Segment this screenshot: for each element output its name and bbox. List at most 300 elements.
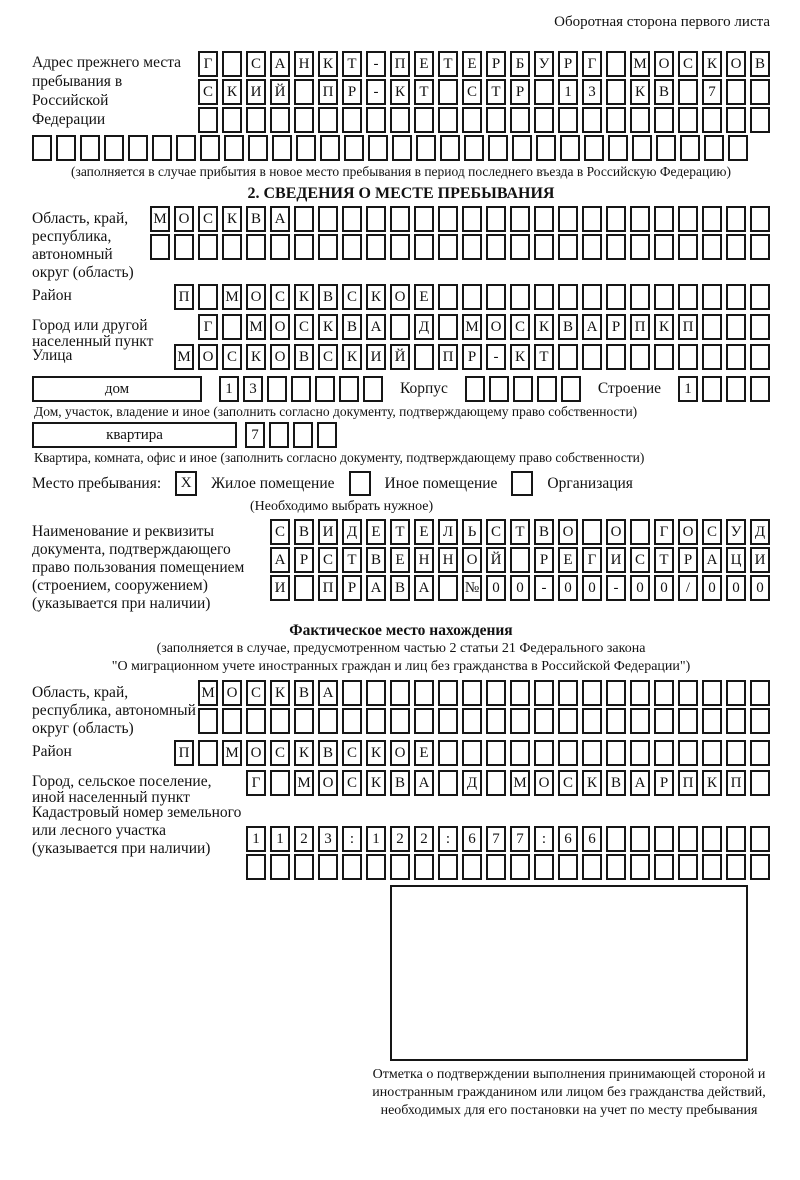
form-cell[interactable] — [390, 107, 410, 133]
form-cell[interactable]: Р — [510, 79, 530, 105]
form-cell[interactable] — [750, 854, 770, 880]
form-cell[interactable] — [558, 284, 578, 310]
form-cell[interactable]: Д — [462, 770, 482, 796]
form-cell[interactable] — [342, 234, 362, 260]
form-cell[interactable] — [414, 854, 434, 880]
form-cell[interactable]: А — [414, 770, 434, 796]
form-cell[interactable] — [702, 740, 722, 766]
form-cell[interactable]: Т — [390, 519, 410, 545]
form-cell[interactable]: А — [270, 547, 290, 573]
form-cell[interactable] — [296, 135, 316, 161]
form-cell[interactable] — [318, 206, 338, 232]
form-cell[interactable] — [80, 135, 100, 161]
form-cell[interactable]: О — [174, 206, 194, 232]
form-cell[interactable] — [222, 234, 242, 260]
form-cell[interactable]: / — [678, 575, 698, 601]
form-cell[interactable] — [582, 854, 602, 880]
form-cell[interactable] — [630, 854, 650, 880]
form-cell[interactable] — [678, 740, 698, 766]
form-cell[interactable] — [438, 770, 458, 796]
form-cell[interactable] — [702, 234, 722, 260]
form-cell[interactable] — [176, 135, 196, 161]
form-cell[interactable] — [318, 107, 338, 133]
form-cell[interactable]: Е — [414, 519, 434, 545]
form-cell[interactable] — [414, 708, 434, 734]
form-cell[interactable]: 6 — [558, 826, 578, 852]
form-cell[interactable]: О — [246, 740, 266, 766]
form-cell[interactable]: П — [174, 740, 194, 766]
form-cell[interactable]: Е — [390, 547, 410, 573]
form-cell[interactable]: : — [342, 826, 362, 852]
form-cell[interactable]: К — [366, 284, 386, 310]
form-cell[interactable] — [678, 854, 698, 880]
form-cell[interactable] — [390, 234, 410, 260]
form-cell[interactable] — [726, 854, 746, 880]
form-cell[interactable]: Г — [582, 51, 602, 77]
form-cell[interactable] — [558, 740, 578, 766]
form-cell[interactable]: В — [366, 547, 386, 573]
form-cell[interactable]: Е — [366, 519, 386, 545]
form-cell[interactable] — [726, 206, 746, 232]
form-cell[interactable]: Н — [294, 51, 314, 77]
form-cell[interactable] — [293, 422, 313, 448]
form-cell[interactable] — [654, 206, 674, 232]
form-cell[interactable] — [726, 107, 746, 133]
form-cell[interactable]: Г — [198, 314, 218, 340]
form-cell[interactable]: 7 — [245, 422, 265, 448]
form-cell[interactable]: П — [726, 770, 746, 796]
form-cell[interactable] — [534, 284, 554, 310]
form-cell[interactable]: С — [702, 519, 722, 545]
form-cell[interactable]: 0 — [726, 575, 746, 601]
form-cell[interactable]: Г — [582, 547, 602, 573]
form-cell[interactable]: К — [294, 740, 314, 766]
form-cell[interactable]: Г — [198, 51, 218, 77]
form-cell[interactable]: 6 — [582, 826, 602, 852]
form-cell[interactable]: Р — [342, 79, 362, 105]
form-cell[interactable] — [366, 708, 386, 734]
form-cell[interactable] — [534, 708, 554, 734]
form-cell[interactable]: М — [294, 770, 314, 796]
form-cell[interactable]: М — [630, 51, 650, 77]
form-cell[interactable]: О — [606, 519, 626, 545]
form-cell[interactable] — [270, 770, 290, 796]
form-cell[interactable]: А — [366, 575, 386, 601]
form-cell[interactable]: Й — [390, 344, 410, 370]
form-cell[interactable]: С — [318, 344, 338, 370]
form-cell[interactable]: 0 — [582, 575, 602, 601]
form-cell[interactable] — [654, 740, 674, 766]
form-cell[interactable]: В — [342, 314, 362, 340]
form-cell[interactable]: Т — [486, 79, 506, 105]
form-cell[interactable]: С — [294, 314, 314, 340]
form-cell[interactable] — [152, 135, 172, 161]
form-cell[interactable]: К — [654, 314, 674, 340]
form-cell[interactable] — [680, 135, 700, 161]
form-cell[interactable]: Р — [294, 547, 314, 573]
form-cell[interactable] — [558, 344, 578, 370]
form-cell[interactable]: С — [558, 770, 578, 796]
form-cell[interactable]: И — [246, 79, 266, 105]
form-cell[interactable] — [462, 708, 482, 734]
form-cell[interactable]: : — [438, 826, 458, 852]
form-cell[interactable] — [438, 234, 458, 260]
form-cell[interactable] — [630, 680, 650, 706]
form-cell[interactable]: 0 — [702, 575, 722, 601]
form-cell[interactable] — [750, 770, 770, 796]
form-cell[interactable]: М — [462, 314, 482, 340]
form-cell[interactable]: 1 — [558, 79, 578, 105]
form-cell[interactable] — [342, 854, 362, 880]
form-cell[interactable] — [198, 708, 218, 734]
form-cell[interactable] — [654, 234, 674, 260]
form-cell[interactable]: 2 — [294, 826, 314, 852]
form-cell[interactable] — [534, 79, 554, 105]
form-cell[interactable] — [339, 376, 359, 402]
form-cell[interactable] — [678, 107, 698, 133]
form-cell[interactable]: К — [390, 79, 410, 105]
form-cell[interactable] — [750, 680, 770, 706]
form-cell[interactable] — [750, 206, 770, 232]
form-cell[interactable]: Р — [678, 547, 698, 573]
form-cell[interactable]: Р — [462, 344, 482, 370]
form-cell[interactable]: С — [270, 519, 290, 545]
form-cell[interactable] — [486, 854, 506, 880]
form-cell[interactable] — [392, 135, 412, 161]
form-cell[interactable] — [342, 206, 362, 232]
form-cell[interactable] — [608, 135, 628, 161]
form-cell[interactable] — [414, 680, 434, 706]
form-cell[interactable]: Д — [342, 519, 362, 545]
form-cell[interactable]: О — [270, 344, 290, 370]
form-cell[interactable] — [702, 854, 722, 880]
form-cell[interactable]: 1 — [219, 376, 239, 402]
form-cell[interactable]: Р — [486, 51, 506, 77]
form-cell[interactable]: М — [510, 770, 530, 796]
form-cell[interactable]: С — [678, 51, 698, 77]
form-cell[interactable] — [344, 135, 364, 161]
form-cell[interactable]: Й — [270, 79, 290, 105]
form-cell[interactable]: А — [702, 547, 722, 573]
form-cell[interactable]: С — [246, 51, 266, 77]
form-cell[interactable] — [702, 708, 722, 734]
form-cell[interactable] — [294, 854, 314, 880]
form-cell[interactable]: 2 — [390, 826, 410, 852]
form-cell[interactable] — [750, 376, 770, 402]
form-cell[interactable]: П — [678, 770, 698, 796]
form-cell[interactable]: К — [294, 284, 314, 310]
form-cell[interactable] — [486, 234, 506, 260]
form-cell[interactable] — [726, 284, 746, 310]
form-cell[interactable]: - — [366, 51, 386, 77]
form-cell[interactable] — [438, 680, 458, 706]
form-cell[interactable]: 0 — [750, 575, 770, 601]
form-cell[interactable] — [390, 206, 410, 232]
form-cell[interactable] — [315, 376, 335, 402]
form-cell[interactable] — [678, 826, 698, 852]
form-cell[interactable] — [630, 206, 650, 232]
form-cell[interactable] — [366, 107, 386, 133]
form-cell[interactable] — [606, 680, 626, 706]
form-cell[interactable]: К — [318, 51, 338, 77]
form-cell[interactable] — [558, 234, 578, 260]
form-cell[interactable] — [390, 708, 410, 734]
form-cell[interactable]: 3 — [582, 79, 602, 105]
form-cell[interactable]: 3 — [318, 826, 338, 852]
form-cell[interactable]: - — [366, 79, 386, 105]
form-cell[interactable] — [294, 234, 314, 260]
form-cell[interactable] — [488, 135, 508, 161]
form-cell[interactable]: Е — [414, 51, 434, 77]
form-cell[interactable] — [390, 854, 410, 880]
form-cell[interactable]: Р — [654, 770, 674, 796]
form-cell[interactable]: К — [366, 740, 386, 766]
form-cell[interactable] — [294, 206, 314, 232]
form-cell[interactable]: Т — [654, 547, 674, 573]
form-cell[interactable]: У — [726, 519, 746, 545]
form-cell[interactable] — [462, 284, 482, 310]
form-cell[interactable]: Т — [534, 344, 554, 370]
form-cell[interactable] — [582, 680, 602, 706]
form-cell[interactable]: А — [366, 314, 386, 340]
form-cell[interactable]: 0 — [630, 575, 650, 601]
form-cell[interactable]: К — [582, 770, 602, 796]
form-cell[interactable] — [414, 206, 434, 232]
form-cell[interactable] — [512, 135, 532, 161]
form-cell[interactable] — [510, 740, 530, 766]
form-cell[interactable]: О — [246, 284, 266, 310]
form-cell[interactable] — [678, 284, 698, 310]
form-cell[interactable] — [654, 284, 674, 310]
form-cell[interactable]: К — [366, 770, 386, 796]
form-cell[interactable]: Р — [606, 314, 626, 340]
form-cell[interactable] — [606, 206, 626, 232]
form-cell[interactable] — [486, 107, 506, 133]
form-cell[interactable]: : — [534, 826, 554, 852]
form-cell[interactable] — [606, 51, 626, 77]
form-cell[interactable] — [702, 206, 722, 232]
form-cell[interactable] — [534, 680, 554, 706]
form-cell[interactable] — [486, 680, 506, 706]
form-cell[interactable]: 1 — [246, 826, 266, 852]
form-cell[interactable] — [606, 234, 626, 260]
form-cell[interactable] — [462, 206, 482, 232]
form-cell[interactable] — [510, 547, 530, 573]
form-cell[interactable] — [486, 284, 506, 310]
form-cell[interactable]: 7 — [510, 826, 530, 852]
form-cell[interactable] — [536, 135, 556, 161]
form-cell[interactable]: - — [534, 575, 554, 601]
form-cell[interactable]: М — [246, 314, 266, 340]
form-cell[interactable] — [632, 135, 652, 161]
form-cell[interactable] — [654, 680, 674, 706]
form-cell[interactable]: 2 — [414, 826, 434, 852]
form-cell[interactable]: П — [390, 51, 410, 77]
form-cell[interactable] — [438, 708, 458, 734]
form-cell[interactable] — [630, 107, 650, 133]
form-cell[interactable] — [462, 107, 482, 133]
form-cell[interactable] — [726, 708, 746, 734]
form-cell[interactable] — [294, 107, 314, 133]
form-cell[interactable]: А — [414, 575, 434, 601]
form-cell[interactable]: № — [462, 575, 482, 601]
form-cell[interactable] — [654, 708, 674, 734]
form-cell[interactable] — [291, 376, 311, 402]
form-cell[interactable] — [750, 740, 770, 766]
form-cell[interactable] — [630, 234, 650, 260]
form-cell[interactable] — [656, 135, 676, 161]
form-cell[interactable] — [750, 344, 770, 370]
form-cell[interactable]: С — [270, 740, 290, 766]
form-cell[interactable]: Н — [414, 547, 434, 573]
form-cell[interactable] — [702, 107, 722, 133]
form-cell[interactable] — [561, 376, 581, 402]
form-cell[interactable] — [414, 344, 434, 370]
form-cell[interactable]: Р — [558, 51, 578, 77]
form-cell[interactable] — [702, 376, 722, 402]
form-cell[interactable] — [272, 135, 292, 161]
form-cell[interactable] — [438, 575, 458, 601]
form-cell[interactable] — [560, 135, 580, 161]
form-cell[interactable] — [342, 680, 362, 706]
form-cell[interactable] — [510, 234, 530, 260]
form-cell[interactable] — [489, 376, 509, 402]
form-cell[interactable]: К — [246, 344, 266, 370]
form-cell[interactable]: Г — [246, 770, 266, 796]
form-cell[interactable] — [654, 826, 674, 852]
form-cell[interactable]: 1 — [366, 826, 386, 852]
form-cell[interactable] — [558, 708, 578, 734]
form-cell[interactable] — [222, 708, 242, 734]
form-cell[interactable] — [246, 234, 266, 260]
form-cell[interactable]: И — [750, 547, 770, 573]
form-cell[interactable]: Г — [654, 519, 674, 545]
form-cell[interactable]: С — [318, 547, 338, 573]
form-cell[interactable]: М — [198, 680, 218, 706]
form-cell[interactable] — [224, 135, 244, 161]
form-cell[interactable] — [750, 708, 770, 734]
form-cell[interactable] — [414, 234, 434, 260]
form-cell[interactable]: И — [606, 547, 626, 573]
form-cell[interactable]: С — [222, 344, 242, 370]
form-cell[interactable]: С — [198, 206, 218, 232]
form-cell[interactable]: П — [438, 344, 458, 370]
form-cell[interactable]: О — [534, 770, 554, 796]
form-cell[interactable]: П — [318, 79, 338, 105]
form-cell[interactable]: Р — [534, 547, 554, 573]
form-cell[interactable] — [726, 680, 746, 706]
form-cell[interactable]: П — [318, 575, 338, 601]
form-cell[interactable]: Д — [414, 314, 434, 340]
form-cell[interactable] — [104, 135, 124, 161]
form-cell[interactable] — [726, 314, 746, 340]
form-cell[interactable] — [584, 135, 604, 161]
form-cell[interactable]: К — [510, 344, 530, 370]
form-cell[interactable] — [320, 135, 340, 161]
form-cell[interactable]: Е — [414, 284, 434, 310]
form-cell[interactable]: М — [222, 284, 242, 310]
form-cell[interactable] — [606, 740, 626, 766]
form-cell[interactable] — [726, 234, 746, 260]
form-cell[interactable] — [630, 284, 650, 310]
form-cell[interactable] — [414, 107, 434, 133]
form-cell[interactable] — [750, 234, 770, 260]
form-cell[interactable]: В — [534, 519, 554, 545]
form-cell[interactable]: С — [342, 284, 362, 310]
form-cell[interactable]: К — [342, 344, 362, 370]
form-cell[interactable] — [363, 376, 383, 402]
form-cell[interactable] — [582, 519, 602, 545]
form-cell[interactable]: Д — [750, 519, 770, 545]
stay-type-checkbox-other[interactable] — [349, 471, 371, 496]
form-cell[interactable]: О — [726, 51, 746, 77]
form-cell[interactable] — [342, 708, 362, 734]
form-cell[interactable] — [558, 206, 578, 232]
form-cell[interactable] — [750, 284, 770, 310]
form-cell[interactable] — [728, 135, 748, 161]
form-cell[interactable]: 7 — [486, 826, 506, 852]
form-cell[interactable]: Й — [486, 547, 506, 573]
form-cell[interactable]: 1 — [270, 826, 290, 852]
form-cell[interactable] — [558, 854, 578, 880]
form-cell[interactable]: К — [318, 314, 338, 340]
stay-type-checkbox-residential[interactable]: X — [175, 471, 197, 496]
form-cell[interactable]: П — [174, 284, 194, 310]
form-cell[interactable] — [606, 708, 626, 734]
form-cell[interactable] — [750, 79, 770, 105]
form-cell[interactable] — [534, 234, 554, 260]
form-cell[interactable]: С — [510, 314, 530, 340]
form-cell[interactable]: С — [342, 770, 362, 796]
form-cell[interactable] — [486, 708, 506, 734]
form-cell[interactable] — [702, 680, 722, 706]
form-cell[interactable]: 0 — [654, 575, 674, 601]
form-cell[interactable] — [654, 107, 674, 133]
stay-type-checkbox-organization[interactable] — [511, 471, 533, 496]
form-cell[interactable]: Ц — [726, 547, 746, 573]
form-cell[interactable]: В — [318, 284, 338, 310]
form-cell[interactable]: О — [486, 314, 506, 340]
form-cell[interactable]: Р — [342, 575, 362, 601]
form-cell[interactable] — [390, 314, 410, 340]
form-cell[interactable] — [726, 376, 746, 402]
form-cell[interactable]: 3 — [243, 376, 263, 402]
form-cell[interactable] — [438, 854, 458, 880]
form-cell[interactable]: О — [678, 519, 698, 545]
form-cell[interactable] — [704, 135, 724, 161]
form-cell[interactable]: А — [318, 680, 338, 706]
form-cell[interactable]: Т — [438, 51, 458, 77]
form-cell[interactable] — [486, 206, 506, 232]
form-cell[interactable] — [318, 234, 338, 260]
form-cell[interactable] — [726, 344, 746, 370]
form-cell[interactable] — [267, 376, 287, 402]
form-cell[interactable]: А — [582, 314, 602, 340]
form-cell[interactable] — [510, 206, 530, 232]
form-cell[interactable]: В — [606, 770, 626, 796]
form-cell[interactable]: О — [222, 680, 242, 706]
form-cell[interactable] — [462, 680, 482, 706]
form-cell[interactable]: - — [606, 575, 626, 601]
form-cell[interactable] — [678, 680, 698, 706]
form-cell[interactable] — [726, 79, 746, 105]
form-cell[interactable]: К — [630, 79, 650, 105]
form-cell[interactable] — [537, 376, 557, 402]
form-cell[interactable] — [438, 79, 458, 105]
form-cell[interactable] — [534, 854, 554, 880]
form-cell[interactable] — [654, 344, 674, 370]
form-cell[interactable] — [269, 422, 289, 448]
